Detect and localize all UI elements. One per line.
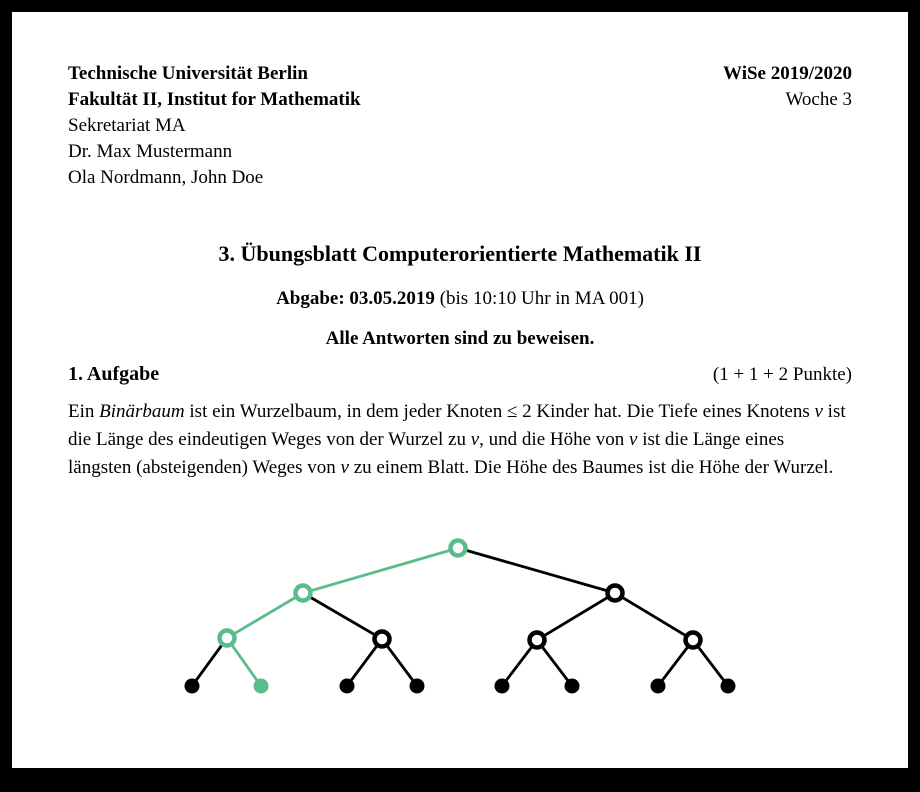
tree-node-l8 — [721, 679, 736, 694]
paragraph-segment: , und die Höhe von — [479, 429, 630, 450]
tree-node-n2a — [220, 631, 235, 646]
deadline-line — [68, 288, 852, 310]
task-paragraph — [68, 398, 852, 482]
faculty-name: Fakultät II, Institut for Mathematik — [68, 89, 361, 110]
tree-edge-n2b-l4 — [382, 639, 417, 686]
tree-node-n1r — [608, 586, 623, 601]
tree-edge-n2d-l7 — [658, 640, 693, 686]
tree-node-n2b — [375, 632, 390, 647]
tree-node-l2 — [254, 679, 269, 694]
tree-edge-n2b-l3 — [347, 639, 382, 686]
tree-edge-n2d-l8 — [693, 640, 728, 686]
tree-node-root — [451, 541, 466, 556]
tree-node-l5 — [495, 679, 510, 694]
page-content — [12, 61, 908, 482]
task-label: 1. Aufgabe — [68, 363, 160, 385]
tree-node-n1l — [296, 586, 311, 601]
paragraph-segment: ist die Länge des eindeutigen Weges von der Wurzel zu — [68, 401, 846, 450]
tree-edge-n2c-l5 — [502, 640, 537, 686]
tree-edge-n2a-l2 — [227, 638, 261, 686]
tree-node-l3 — [340, 679, 355, 694]
task-points: (1 + 1 + 2 Punkte) — [712, 364, 852, 385]
tree-node-l7 — [651, 679, 666, 694]
paragraph-segment: zu einem Blatt. Die Höhe des Baumes ist die Höhe der Wurzel. — [348, 457, 834, 478]
document-page — [12, 12, 908, 768]
deadline-details: (bis 10:10 Uhr in MA 001) — [434, 288, 644, 309]
paragraph-segment: ist die Länge eines längsten (absteigenden) Weges von — [68, 429, 785, 478]
tree-node-l6 — [565, 679, 580, 694]
tree-edge-root-n1r — [458, 548, 615, 593]
paragraph-segment-term: Binärbaum — [99, 401, 185, 422]
assistant-names: Ola Nordmann, John Doe — [68, 167, 264, 188]
paragraph-segment-var: v — [470, 429, 480, 450]
proof-notice: Alle Antworten sind zu beweisen. — [325, 328, 595, 349]
task-heading-row — [68, 363, 852, 386]
paragraph-segment-var: v — [340, 457, 349, 478]
tree-edge-n2a-l1 — [192, 638, 227, 686]
semester-label: WiSe 2019/2020 — [723, 63, 852, 84]
paragraph-segment-var: v — [814, 401, 823, 422]
tree-node-n2c — [530, 633, 545, 648]
tree-edge-n1l-n2b — [303, 593, 382, 639]
paragraph-segment: ist ein Wurzelbaum, in dem jeder Knoten ≤ 2 Kinder hat. Die Tiefe eines Knotens — [184, 401, 815, 422]
sheet-title: 3. Übungsblatt Computerorientierte Mathematik II — [218, 241, 702, 266]
university-name: Technische Universität Berlin — [68, 63, 308, 84]
secretariat: Sekretariat MA — [68, 115, 186, 136]
week-label: Woche 3 — [785, 89, 852, 110]
tree-edge-root-n1l — [303, 548, 458, 593]
paragraph-segment-var: v — [629, 429, 638, 450]
tree-edge-n1r-n2c — [537, 593, 615, 640]
paragraph-segment: Ein — [68, 401, 100, 422]
tree-node-l1 — [185, 679, 200, 694]
tree-node-n2d — [686, 633, 701, 648]
header-right-block — [723, 61, 852, 191]
tree-edge-n1l-n2a — [227, 593, 303, 638]
page-header — [68, 61, 852, 191]
lecturer-name: Dr. Max Mustermann — [68, 141, 233, 162]
deadline-date: Abgabe: 03.05.2019 — [276, 288, 435, 309]
tree-node-l4 — [410, 679, 425, 694]
tree-edge-n2c-l6 — [537, 640, 572, 686]
header-left-block — [68, 61, 361, 191]
tree-edge-n1r-n2d — [615, 593, 693, 640]
